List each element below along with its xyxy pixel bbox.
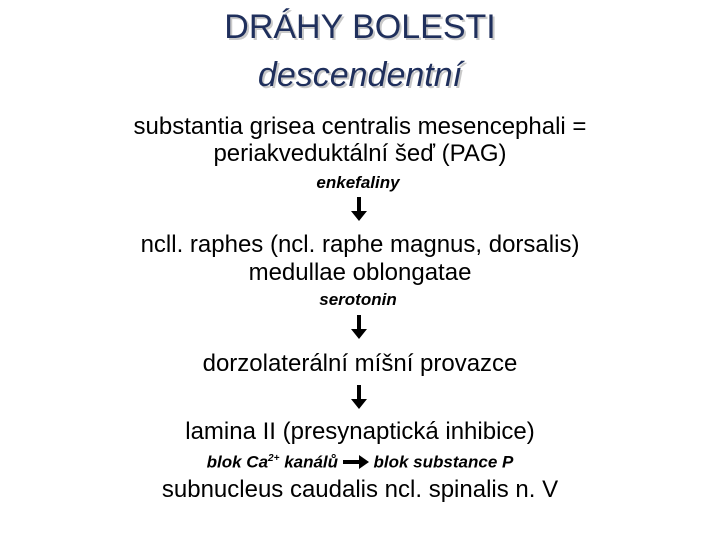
raphe-line-1: ncll. raphes (ncl. raphe magnus, dorsalis)	[140, 231, 580, 258]
dorsolateral-funiculus: dorzolaterální míšní provazce	[202, 350, 518, 377]
arrow-down-icon	[351, 385, 367, 409]
effect-part-substance-p: blok substance P	[373, 452, 514, 472]
arrow-right-icon	[343, 454, 369, 468]
effect-superscript: 2+	[268, 453, 280, 464]
effect-part-ca: blok Ca	[206, 452, 269, 472]
lamina-ii: lamina II (presynaptická inhibice)	[185, 418, 535, 445]
pag-line-2: periakveduktální šeď (PAG)	[213, 140, 507, 167]
raphe-line-2: medullae oblongatae	[248, 259, 472, 286]
mediator-enkefaliny: enkefaliny	[316, 173, 400, 192]
mediator-serotonin: serotonin	[319, 290, 397, 309]
effect-part-kanalu: kanálů	[284, 452, 339, 472]
arrow-down-icon	[351, 197, 367, 221]
slide-subtitle: descendentní	[257, 56, 463, 94]
subnucleus-caudalis: subnucleus caudalis ncl. spinalis n. V	[161, 476, 559, 503]
effect-line	[0, 449, 720, 473]
arrow-down-icon	[351, 315, 367, 339]
pag-line-1: substantia grisea centralis mesencephali =	[133, 113, 587, 140]
slide-title: DRÁHY BOLESTI	[224, 8, 496, 46]
